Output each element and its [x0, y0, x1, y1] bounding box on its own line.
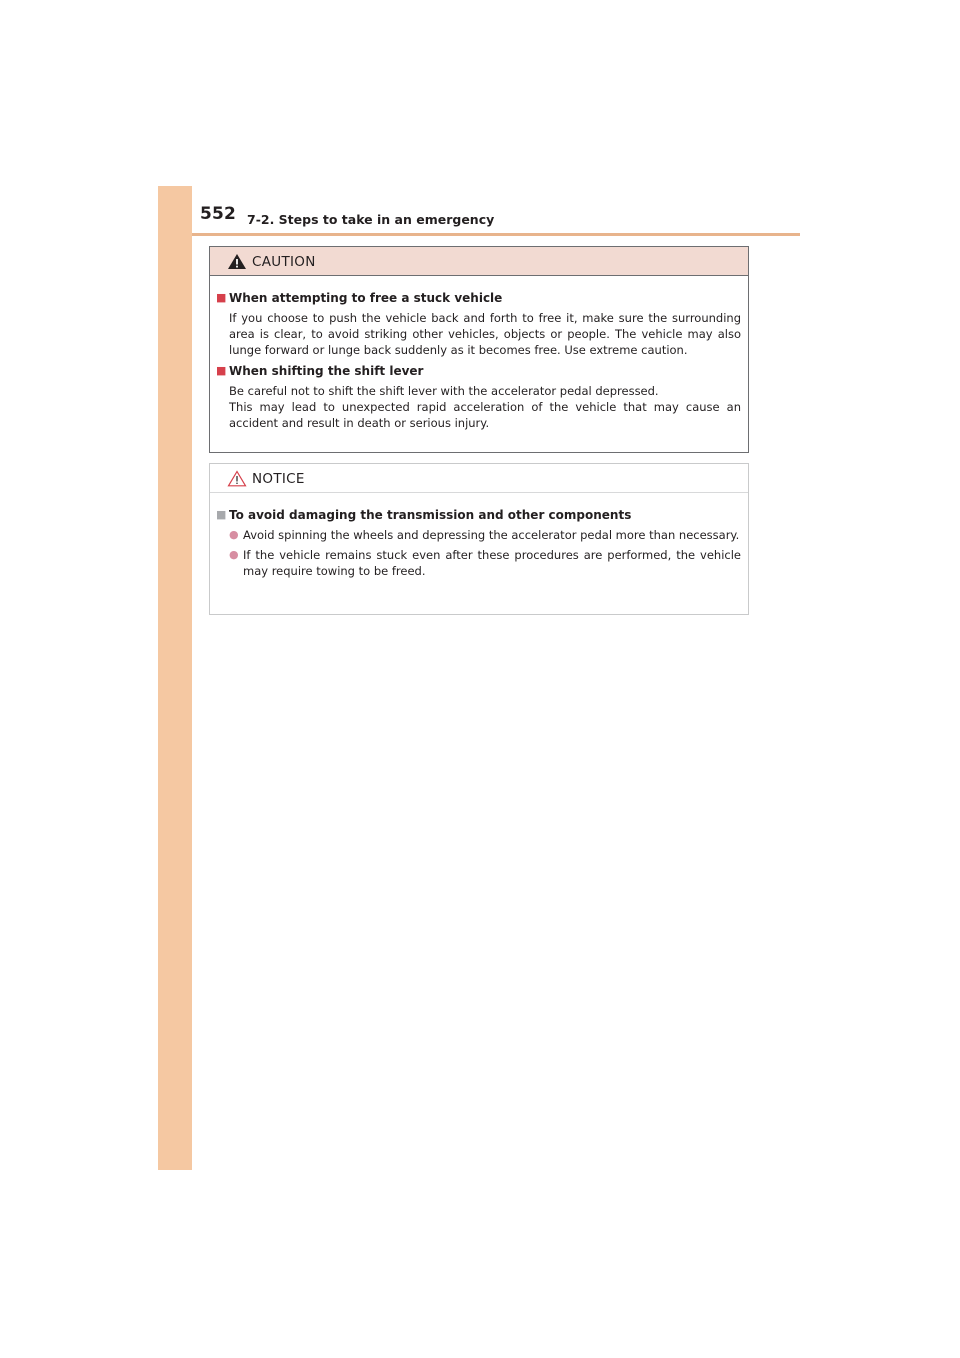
caution-item-text: If you choose to push the vehicle back and forth to free it, make sure the surrounding area is clear, to avoid striking other vehicles, objects or people. The vehicle may also lunge forward or lunge back suddenly as it becomes free. Use extreme caution. — [229, 311, 741, 358]
notice-bullet — [229, 547, 741, 579]
caution-item-heading — [216, 290, 741, 306]
page-number: 552 — [200, 204, 237, 224]
square-bullet-icon: ■ — [216, 508, 227, 521]
circle-bullet-icon: ● — [229, 548, 239, 562]
caution-header — [210, 247, 748, 276]
notice-heading — [216, 507, 741, 523]
notice-box — [209, 463, 749, 615]
square-bullet-icon: ■ — [216, 363, 227, 377]
caution-box — [209, 246, 749, 453]
caution-item-text: This may lead to unexpected rapid acceleration of the vehicle that may cause an accident and result in death or serious injury. — [229, 399, 741, 431]
header-rule — [192, 233, 800, 236]
circle-bullet-icon: ● — [229, 528, 239, 541]
caution-title: CAUTION — [252, 254, 316, 270]
warning-triangle-outline-icon — [227, 470, 247, 487]
warning-triangle-icon — [227, 253, 247, 270]
notice-heading-text: To avoid damaging the transmission and other components — [229, 508, 632, 522]
side-tab-band — [158, 186, 192, 1170]
caution-item-heading — [216, 363, 741, 379]
caution-body — [210, 276, 748, 431]
notice-bullet-text: Avoid spinning the wheels and depressing the accelerator pedal more than necessary. — [243, 528, 740, 542]
notice-bullet-text: If the vehicle remains stuck even after these procedures are performed, the vehicle may require towing to be freed. — [243, 548, 741, 579]
square-bullet-icon: ■ — [216, 291, 227, 304]
notice-body — [210, 493, 748, 580]
section-title: 7-2. Steps to take in an emergency — [247, 212, 495, 227]
notice-title: NOTICE — [252, 471, 305, 487]
caution-item-text: Be careful not to shift the shift lever with the accelerator pedal depressed. — [229, 383, 659, 398]
notice-header — [210, 464, 748, 493]
caution-item-heading-text: When shifting the shift lever — [229, 363, 424, 378]
notice-bullet — [229, 527, 741, 543]
caution-item-heading-text: When attempting to free a stuck vehicle — [229, 291, 503, 305]
